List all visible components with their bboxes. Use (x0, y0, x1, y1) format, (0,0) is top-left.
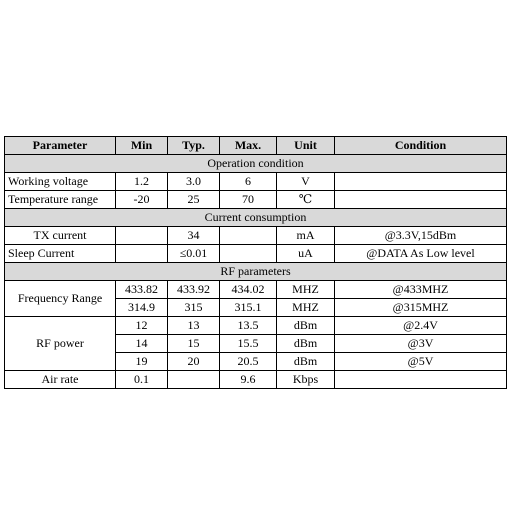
parameter-table (4, 136, 507, 389)
max-cell (220, 227, 277, 245)
table-row (5, 173, 507, 191)
condition-cell: @DATA As Low level (335, 245, 507, 263)
parameter-cell: TX current (5, 227, 116, 245)
min-cell: -20 (116, 191, 168, 209)
min-cell: 19 (116, 353, 168, 371)
section-current-consumption: Current consumption (5, 209, 507, 227)
table-row (5, 281, 507, 299)
table-row (5, 317, 507, 335)
typ-cell: 34 (168, 227, 220, 245)
max-cell: 9.6 (220, 371, 277, 389)
min-cell: 12 (116, 317, 168, 335)
header-row (5, 137, 507, 155)
condition-cell: @5V (335, 353, 507, 371)
header-max: Max. (220, 137, 277, 155)
unit-cell: uA (277, 245, 335, 263)
section-operation-condition: Operation condition (5, 155, 507, 173)
typ-cell: 15 (168, 335, 220, 353)
condition-cell: @3V (335, 335, 507, 353)
typ-cell (168, 371, 220, 389)
max-cell: 13.5 (220, 317, 277, 335)
condition-cell (335, 173, 507, 191)
parameter-cell: Air rate (5, 371, 116, 389)
table-row (5, 191, 507, 209)
max-cell: 15.5 (220, 335, 277, 353)
unit-cell: Kbps (277, 371, 335, 389)
min-cell (116, 227, 168, 245)
condition-cell: @3.3V,15dBm (335, 227, 507, 245)
min-cell: 0.1 (116, 371, 168, 389)
header-parameter: Parameter (5, 137, 116, 155)
condition-cell (335, 371, 507, 389)
table-row (5, 227, 507, 245)
section-rf-parameters: RF parameters (5, 263, 507, 281)
max-cell: 434.02 (220, 281, 277, 299)
condition-cell: @315MHZ (335, 299, 507, 317)
condition-cell: @433MHZ (335, 281, 507, 299)
section-row (5, 209, 507, 227)
typ-cell: 315 (168, 299, 220, 317)
typ-cell: 20 (168, 353, 220, 371)
typ-cell: 3.0 (168, 173, 220, 191)
min-cell: 433.82 (116, 281, 168, 299)
table-row (5, 371, 507, 389)
section-row (5, 263, 507, 281)
header-typ: Typ. (168, 137, 220, 155)
header-min: Min (116, 137, 168, 155)
max-cell: 20.5 (220, 353, 277, 371)
unit-cell: dBm (277, 317, 335, 335)
unit-cell: V (277, 173, 335, 191)
max-cell: 315.1 (220, 299, 277, 317)
unit-cell: MHZ (277, 299, 335, 317)
unit-cell: dBm (277, 335, 335, 353)
typ-cell: 13 (168, 317, 220, 335)
unit-cell: mA (277, 227, 335, 245)
max-cell: 6 (220, 173, 277, 191)
condition-cell (335, 191, 507, 209)
min-cell: 1.2 (116, 173, 168, 191)
typ-cell: 25 (168, 191, 220, 209)
parameter-cell: Working voltage (5, 173, 116, 191)
max-cell (220, 245, 277, 263)
typ-cell: 433.92 (168, 281, 220, 299)
unit-cell: MHZ (277, 281, 335, 299)
parameter-cell: RF power (5, 317, 116, 371)
typ-cell: ≤0.01 (168, 245, 220, 263)
header-unit: Unit (277, 137, 335, 155)
unit-cell: dBm (277, 353, 335, 371)
table-row (5, 245, 507, 263)
parameter-cell: Sleep Current (5, 245, 116, 263)
max-cell: 70 (220, 191, 277, 209)
header-condition: Condition (335, 137, 507, 155)
parameter-cell: Temperature range (5, 191, 116, 209)
min-cell: 14 (116, 335, 168, 353)
min-cell: 314.9 (116, 299, 168, 317)
min-cell (116, 245, 168, 263)
section-row (5, 155, 507, 173)
unit-cell: ℃ (277, 191, 335, 209)
parameter-cell: Frequency Range (5, 281, 116, 317)
condition-cell: @2.4V (335, 317, 507, 335)
